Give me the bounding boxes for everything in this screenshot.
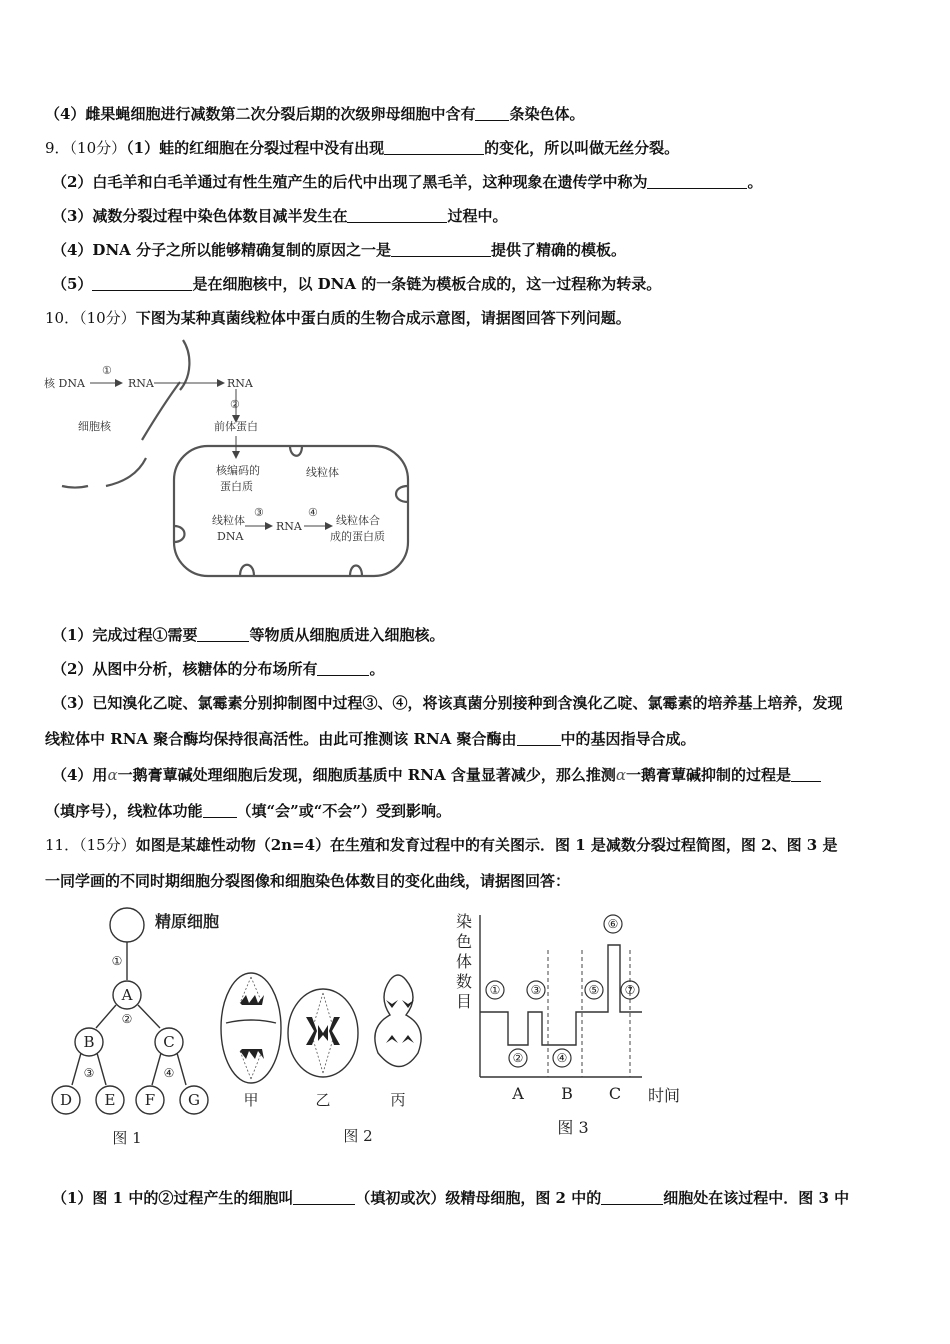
mark-7: ⑦ (624, 983, 636, 997)
question-number: 11．（15分） (45, 836, 136, 854)
q11-stem-line2: 一同学画的不同时期细胞分裂图像和细胞染色体数目的变化曲线，请据图回答： (45, 872, 571, 890)
figure-3-caption: 图 3 (557, 1118, 589, 1137)
q10-part2: （2）从图中分析，核糖体的分布场所有 。 (52, 660, 385, 678)
figure-1-caption: 图 1 (112, 1129, 142, 1147)
connector (72, 1053, 81, 1085)
label-nuclear-encoded: 核编码的 (216, 464, 260, 477)
nuclear-membrane (142, 382, 180, 440)
label-jia: 甲 (243, 1091, 259, 1109)
chromosome (306, 1017, 317, 1045)
connector (177, 1053, 186, 1085)
spindle (240, 977, 262, 1079)
q10-part4-line2: （填序号），线粒体功能 （填“会”或“不会”）受到影响。 (45, 802, 452, 820)
mark-3: ③ (530, 983, 542, 997)
label-rna: RNA (276, 520, 302, 533)
x-axis-label: 时间 (647, 1086, 681, 1105)
crista (290, 446, 302, 456)
crista (174, 526, 185, 542)
label-rna: RNA (128, 377, 154, 390)
cell-bing (375, 975, 421, 1067)
question-number: 9．（10分） (45, 139, 127, 157)
chromosome (329, 1017, 340, 1045)
answer-blank[interactable] (475, 105, 509, 121)
connector (138, 1005, 160, 1028)
mark-2: ② (512, 1051, 524, 1065)
q10-part3-line2: 线粒体中 RNA 聚合酶均保持很高活性。由此可推测该 RNA 聚合酶由 中的基因指导合成。 (45, 730, 696, 748)
chromosome (386, 1035, 414, 1043)
q9-part1: 9．（10分）（1）蛙的红细胞在分裂过程中没有出现 的变化，所以叫做无丝分裂。 (45, 139, 680, 157)
mark-5: ⑤ (588, 983, 600, 997)
cell-jia (221, 973, 281, 1083)
label-process-2: ② (121, 1012, 133, 1026)
alpha-symbol: α (615, 766, 626, 784)
figure-3-chromosome-curve (452, 905, 692, 1145)
question-number: 10．（10分） (45, 309, 136, 327)
answer-blank[interactable] (384, 139, 484, 155)
q11-stem-line1: 11．（15分）如图是某雄性动物（2n=4）在生殖和发育过程中的有关图示．图 1 是减数分裂过程简图，图 2、图 3 是 (45, 836, 838, 854)
answer-blank[interactable] (391, 241, 491, 257)
connector (96, 1005, 116, 1028)
connector (97, 1053, 106, 1085)
answer-blank[interactable] (92, 275, 192, 291)
figure-2-caption: 图 2 (343, 1127, 373, 1145)
cell-plate (226, 1020, 276, 1023)
answer-blank[interactable] (347, 207, 447, 223)
figure-2-cell-division-images (218, 965, 438, 1155)
label-spermatogonium: 精原细胞 (154, 912, 219, 931)
label-process-4: ④ (163, 1066, 175, 1080)
connector (152, 1053, 161, 1085)
crista (396, 486, 408, 502)
label-nuclear-encoded: 蛋白质 (220, 480, 253, 493)
label-bing: 丙 (390, 1091, 406, 1109)
crista (350, 566, 362, 577)
answer-blank[interactable] (203, 802, 237, 818)
label-B: B (83, 1033, 95, 1051)
chromosome (240, 1049, 264, 1059)
q9-part2: （2）白毛羊和白毛羊通过有性生殖产生的后代中出现了黑毛羊，这种现象在遗传学中称为 。 (52, 173, 763, 191)
alpha-symbol: α (107, 766, 118, 784)
label-E: E (104, 1091, 116, 1109)
answer-blank[interactable] (601, 1189, 663, 1205)
q10-stem: 10．（10分）下图为某种真菌线粒体中蛋白质的生物合成示意图，请据图回答下列问题。 (45, 309, 631, 327)
answer-blank[interactable] (317, 660, 369, 676)
label-nucleus: 细胞核 (78, 420, 111, 433)
y-axis-label: 体 (455, 952, 473, 971)
chromosome (386, 1000, 414, 1008)
label-step-1: ① (102, 364, 112, 377)
mark-4: ④ (556, 1051, 568, 1065)
label-mt-dna: DNA (217, 530, 244, 543)
answer-blank[interactable] (791, 766, 821, 782)
label-yi: 乙 (315, 1091, 331, 1109)
label-step-4: ④ (308, 506, 318, 519)
nuclear-membrane (62, 486, 88, 488)
label-step-3: ③ (254, 506, 264, 519)
label-mt-dna: 线粒体 (212, 514, 245, 527)
mitochondrion-membrane (174, 446, 408, 576)
label-step-2: ② (230, 398, 240, 411)
label-rna: RNA (227, 377, 253, 390)
label-process-3: ③ (83, 1066, 95, 1080)
y-axis-label: 色 (455, 932, 473, 951)
mark-6: ⑥ (607, 917, 619, 931)
q11-part1: （1）图 1 中的②过程产生的细胞叫 （填初或次）级精母细胞，图 2 中的 细胞处在该过程中．图 3 中 (52, 1189, 850, 1207)
figure-1-meiosis-tree (44, 905, 219, 1150)
x-tick-C: C (608, 1084, 622, 1103)
q10-part3-line1: （3）已知溴化乙啶、氯霉素分别抑制图中过程③、④，将该真菌分别接种到含溴化乙啶、氯霉素的培养基上培养，发现 (52, 694, 843, 712)
label-process-1: ① (111, 954, 123, 968)
label-D: D (59, 1091, 73, 1109)
answer-blank[interactable] (293, 1189, 355, 1205)
x-tick-A: A (512, 1084, 524, 1103)
y-axis-label: 染 (455, 912, 473, 931)
label-mt-protein: 成的蛋白质 (330, 530, 385, 543)
answer-blank[interactable] (647, 173, 747, 189)
q8-part4: （4）雌果蝇细胞进行减数第二次分裂后期的次级卵母细胞中含有 条染色体。 (45, 105, 585, 123)
answer-blank[interactable] (197, 626, 249, 642)
y-axis-label: 数 (455, 972, 473, 991)
mitochondria-protein-synthesis-diagram (40, 336, 420, 586)
label-C: C (163, 1033, 175, 1051)
q10-part4-line1: （4）用α一鹅膏蕈碱处理细胞后发现，细胞质基质中 RNA 含量显著减少，那么推测α一鹅膏蕈碱抑制的过程是 (52, 764, 821, 786)
crista (240, 565, 254, 576)
label-precursor-protein: 前体蛋白 (214, 420, 258, 433)
mark-1: ① (489, 983, 501, 997)
label-nuclear-dna: 核 DNA (44, 377, 85, 390)
chromosome-number-curve (480, 945, 642, 1045)
q10-part1: （1）完成过程①需要 等物质从细胞质进入细胞核。 (52, 626, 445, 644)
label-G: G (188, 1091, 200, 1109)
q9-part5: （5） 是在细胞核中，以 DNA 的一条链为模板合成的，这一过程称为转录。 (52, 275, 662, 293)
label-mt-protein: 线粒体合 (336, 514, 380, 527)
y-axis-label: 目 (455, 992, 473, 1011)
spermatogonium-cell (110, 908, 144, 942)
answer-blank[interactable] (517, 730, 561, 746)
chromosome (240, 995, 264, 1005)
x-tick-B: B (561, 1084, 573, 1103)
q9-part4: （4）DNA 分子之所以能够精确复制的原因之一是 提供了精确的模板。 (52, 241, 627, 259)
label-A: A (121, 986, 133, 1004)
chromosome (318, 1025, 328, 1041)
q9-part3: （3）减数分裂过程中染色体数目减半发生在 过程中。 (52, 207, 508, 225)
label-mitochondrion: 线粒体 (306, 466, 339, 479)
label-F: F (144, 1091, 156, 1109)
nuclear-membrane (106, 458, 146, 486)
